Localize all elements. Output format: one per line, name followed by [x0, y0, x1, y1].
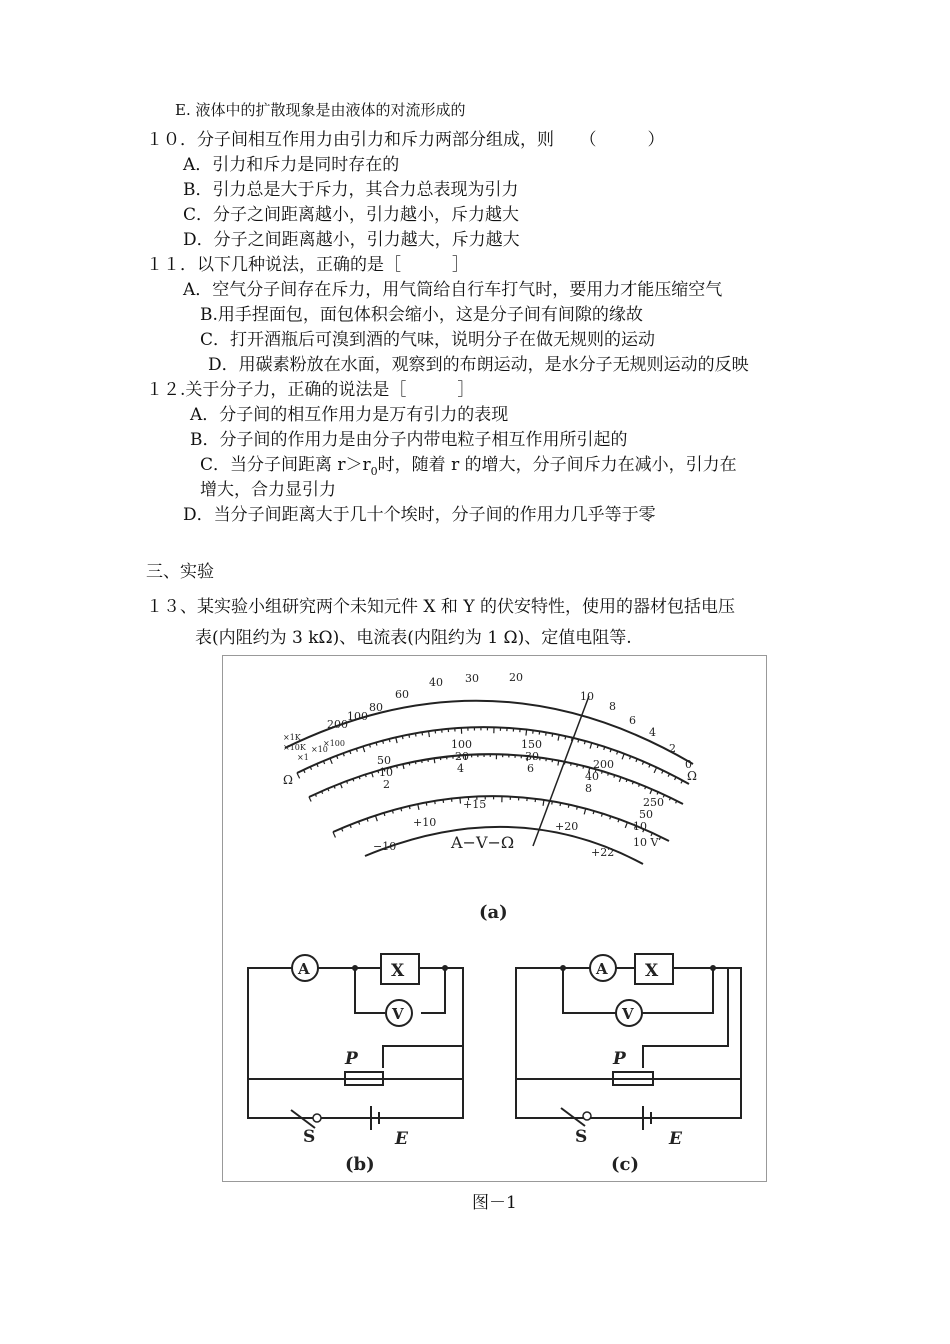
ohm-tick-8: 8 — [609, 700, 616, 713]
range-label-10k: ×10K — [283, 743, 306, 752]
q11-option-a: A．空气分子间存在斥力，用气筒给自行车打气时，要用力才能压缩空气 — [183, 280, 723, 300]
circuit-c-battery-label: E — [669, 1129, 682, 1149]
q12c-subscript: 0 — [370, 465, 378, 478]
question-11: １１．以下几种说法，正确的是［ ］ — [146, 255, 469, 275]
scale-tick — [401, 808, 402, 811]
junction-dot — [560, 965, 566, 971]
ohm-tick-20: 20 — [509, 671, 523, 684]
mid-tick-10: 10 — [379, 766, 393, 779]
circuit-b — [248, 954, 463, 1130]
q11-option-c: C．打开酒瓶后可溴到酒的气味，说明分子在做无规则的运动 — [200, 330, 656, 350]
scale-tick — [429, 731, 430, 737]
ohm-tick-0: 0 — [685, 758, 692, 771]
scale-tick — [571, 738, 572, 741]
q10-option-a: A．引力和斥力是同时存在的 — [183, 155, 400, 175]
scale-tick — [681, 780, 683, 783]
question-13: １３、某实验小组研究两个未知元件 X 和 Y 的伏安特性，使用的器材包括电压 — [146, 597, 735, 617]
mid-tick-40: 40 — [585, 770, 599, 783]
scale-tick — [409, 734, 410, 737]
scale-tick — [435, 801, 436, 804]
function-label: A−V−Ω — [451, 833, 515, 852]
scale-tick — [577, 764, 578, 767]
q11-option-d: D．用碳素粉放在水面，观察到的布朗运动，是水分子无规则运动的反映 — [208, 355, 749, 375]
db-tick-plus15: +15 — [463, 798, 487, 811]
mid-tick-50b: 50 — [639, 808, 653, 821]
ohm-symbol-left: Ω — [283, 773, 293, 787]
scale-tick — [434, 758, 435, 763]
circuit-b-slider-label: P — [345, 1049, 358, 1069]
scale-tick — [297, 773, 300, 778]
mid-tick-4: 4 — [457, 762, 464, 775]
mid-tick-30: 30 — [525, 750, 539, 763]
scale-tick — [568, 804, 569, 807]
scale-tick — [363, 746, 365, 752]
circuit-c-switch-label: S — [575, 1127, 588, 1147]
scale-tick — [650, 789, 652, 794]
q12c-text-post: 时，随着 r 的增大，分子间斥力在减小，引力在 — [377, 455, 737, 475]
mid-tick-250: 250 — [643, 796, 664, 809]
question-12: １２.关于分子力，正确的说法是［ ］ — [146, 380, 475, 400]
circuit-c-symbols — [575, 955, 683, 1175]
scale-tick — [422, 732, 423, 735]
scale-arc-2 — [297, 727, 689, 784]
junction-dot — [442, 965, 448, 971]
circuit-c-ammeter-label: A — [596, 960, 608, 978]
circuit-b-switch-contact — [313, 1114, 321, 1122]
mid-tick-150: 150 — [521, 738, 542, 751]
db-tick-minus10: −10 — [373, 840, 397, 853]
mid-tick-200: 200 — [593, 758, 614, 771]
mid-tick-8: 8 — [585, 782, 592, 795]
scale-tick — [608, 773, 609, 776]
q12-option-c-continued: 增大，合力显引力 — [200, 480, 336, 500]
circuit-c-slider-label: P — [613, 1049, 626, 1069]
circuit-b-ammeter-label: A — [298, 960, 310, 978]
ohm-tick-2: 2 — [669, 742, 676, 755]
scale-tick — [426, 802, 427, 805]
panel-label-b: (b) — [345, 1154, 375, 1175]
q10-option-d: D．分子之间距离越小，引力越大，斥力越大 — [183, 230, 520, 250]
scale-tick — [418, 804, 419, 810]
db-tick-plus20: +20 — [555, 820, 579, 833]
q12-option-c — [200, 453, 737, 479]
scale-tick — [584, 809, 586, 815]
scale-tick — [330, 758, 332, 764]
circuit-c-outer-loop — [516, 968, 741, 1118]
scale-tick — [622, 754, 624, 760]
ohm-tick-100: 100 — [347, 710, 368, 723]
figure-caption: 图－1 — [472, 1193, 517, 1213]
scale-tick — [558, 735, 559, 741]
mid-tick-50: 50 — [377, 754, 391, 767]
mid-tick-20: 20 — [455, 750, 469, 763]
range-label-x100: ×100 — [323, 739, 345, 748]
ohm-tick-80: 80 — [369, 701, 383, 714]
scale-tick — [375, 816, 377, 822]
scale-tick — [577, 806, 578, 809]
ohm-tick-4: 4 — [649, 726, 656, 739]
q12-option-d: D．当分子间距离大于几十个埃时，分子间的作用力几乎等于零 — [183, 505, 656, 525]
q12-option-b: B．分子间的作用力是由分子内带电粒子相互作用所引起的 — [190, 430, 628, 450]
scale-tick — [552, 734, 553, 737]
scale-tick — [396, 737, 397, 743]
scale-tick — [383, 741, 384, 744]
ohm-tick-200: 200 — [327, 718, 348, 731]
scale-labels — [283, 671, 697, 859]
scale-tick — [565, 736, 566, 739]
circuit-c-switch-contact — [583, 1112, 591, 1120]
ohm-symbol-right: Ω — [687, 769, 697, 783]
q10-option-c: C．分子之间距离越小，引力越小，斥力越大 — [183, 205, 520, 225]
figure-1 — [222, 655, 767, 1182]
scale-tick — [372, 772, 373, 777]
scale-tick — [415, 761, 416, 764]
junction-dot — [710, 965, 716, 971]
scale-tick — [564, 762, 565, 765]
figure-drawing — [223, 656, 766, 1181]
circuit-c — [516, 954, 741, 1130]
q12c-text-pre: C．当分子间距离 r＞r — [200, 455, 371, 475]
scale-tick — [365, 774, 366, 777]
scale-tick — [619, 777, 621, 782]
junction-dot — [352, 965, 358, 971]
range-label-x1: ×1 — [297, 753, 309, 762]
scale-tick — [590, 743, 592, 749]
scale-tick — [340, 783, 342, 788]
scale-tick — [309, 797, 311, 802]
scale-tick — [402, 736, 403, 739]
mid-tick-2: 2 — [383, 778, 390, 791]
ohm-tick-40: 40 — [429, 676, 443, 689]
circuit-c-element-label: X — [645, 961, 659, 981]
ohm-tick-6: 6 — [629, 714, 636, 727]
mid-tick-10b: 10 — [633, 820, 647, 833]
scale-tick — [526, 730, 527, 736]
circuit-b-voltmeter-label: V — [392, 1005, 404, 1023]
scale-tick — [560, 803, 561, 806]
circuit-c-voltmeter-label: V — [622, 1005, 634, 1023]
circuit-b-symbols — [292, 955, 412, 1175]
circuit-b-switch-label: S — [303, 1127, 316, 1147]
option-e: E. 液体中的扩散现象是由液体的对流形成的 — [175, 101, 466, 119]
q11-option-b: B.用手捏面包，面包体积会缩小，这是分子间有间隙的缘故 — [200, 305, 643, 325]
scale-tick — [552, 801, 553, 804]
db-tick-plus22: +22 — [591, 846, 615, 859]
ohm-tick-10: 10 — [580, 690, 594, 703]
scale-tick — [625, 822, 627, 828]
section-heading: 三、实验 — [146, 562, 214, 582]
scale-tick — [460, 798, 461, 804]
mid-tick-100: 100 — [451, 738, 472, 751]
scale-tick — [415, 733, 416, 736]
q10-option-b: B．引力总是大于斥力，其合力总表现为引力 — [183, 180, 519, 200]
ohm-tick-30: 30 — [465, 672, 479, 685]
scale-tick — [333, 832, 335, 837]
scale-tick — [546, 732, 547, 735]
scale-tick — [397, 766, 398, 769]
scale-tick — [583, 766, 584, 769]
scale-tick — [584, 741, 585, 744]
question-13-continued: 表(内阻约为 3 kΩ)、电流表(内阻约为 1 Ω)、定值电阻等. — [195, 628, 632, 648]
mid-tick-6: 6 — [527, 762, 534, 775]
question-10: １０．分子间相互作用力由引力和斥力两部分组成，则 （ ） — [146, 130, 665, 150]
scale-tick — [409, 806, 410, 809]
scale-tick — [571, 763, 572, 766]
ohm-tick-60: 60 — [395, 688, 409, 701]
db-tick-plus10: +10 — [413, 816, 437, 829]
scale-tick — [654, 767, 657, 772]
scale-tick — [614, 775, 615, 778]
panel-label-a: (a) — [479, 902, 508, 923]
scale-tick — [389, 739, 390, 742]
scale-tick — [602, 771, 603, 774]
range-label-x10: ×10 — [311, 745, 328, 754]
scale-tick — [578, 739, 579, 742]
db-range-label: 10 V — [633, 836, 659, 849]
circuit-b-element-label: X — [391, 961, 405, 981]
scale-tick — [409, 763, 410, 766]
scale-tick — [359, 777, 360, 780]
circuit-b-battery-label: E — [395, 1129, 408, 1149]
range-label-1k: ×1K — [283, 733, 301, 742]
q12-option-a: A．分子间的相互作用力是万有引力的表现 — [190, 405, 509, 425]
panel-label-c: (c) — [611, 1154, 639, 1175]
